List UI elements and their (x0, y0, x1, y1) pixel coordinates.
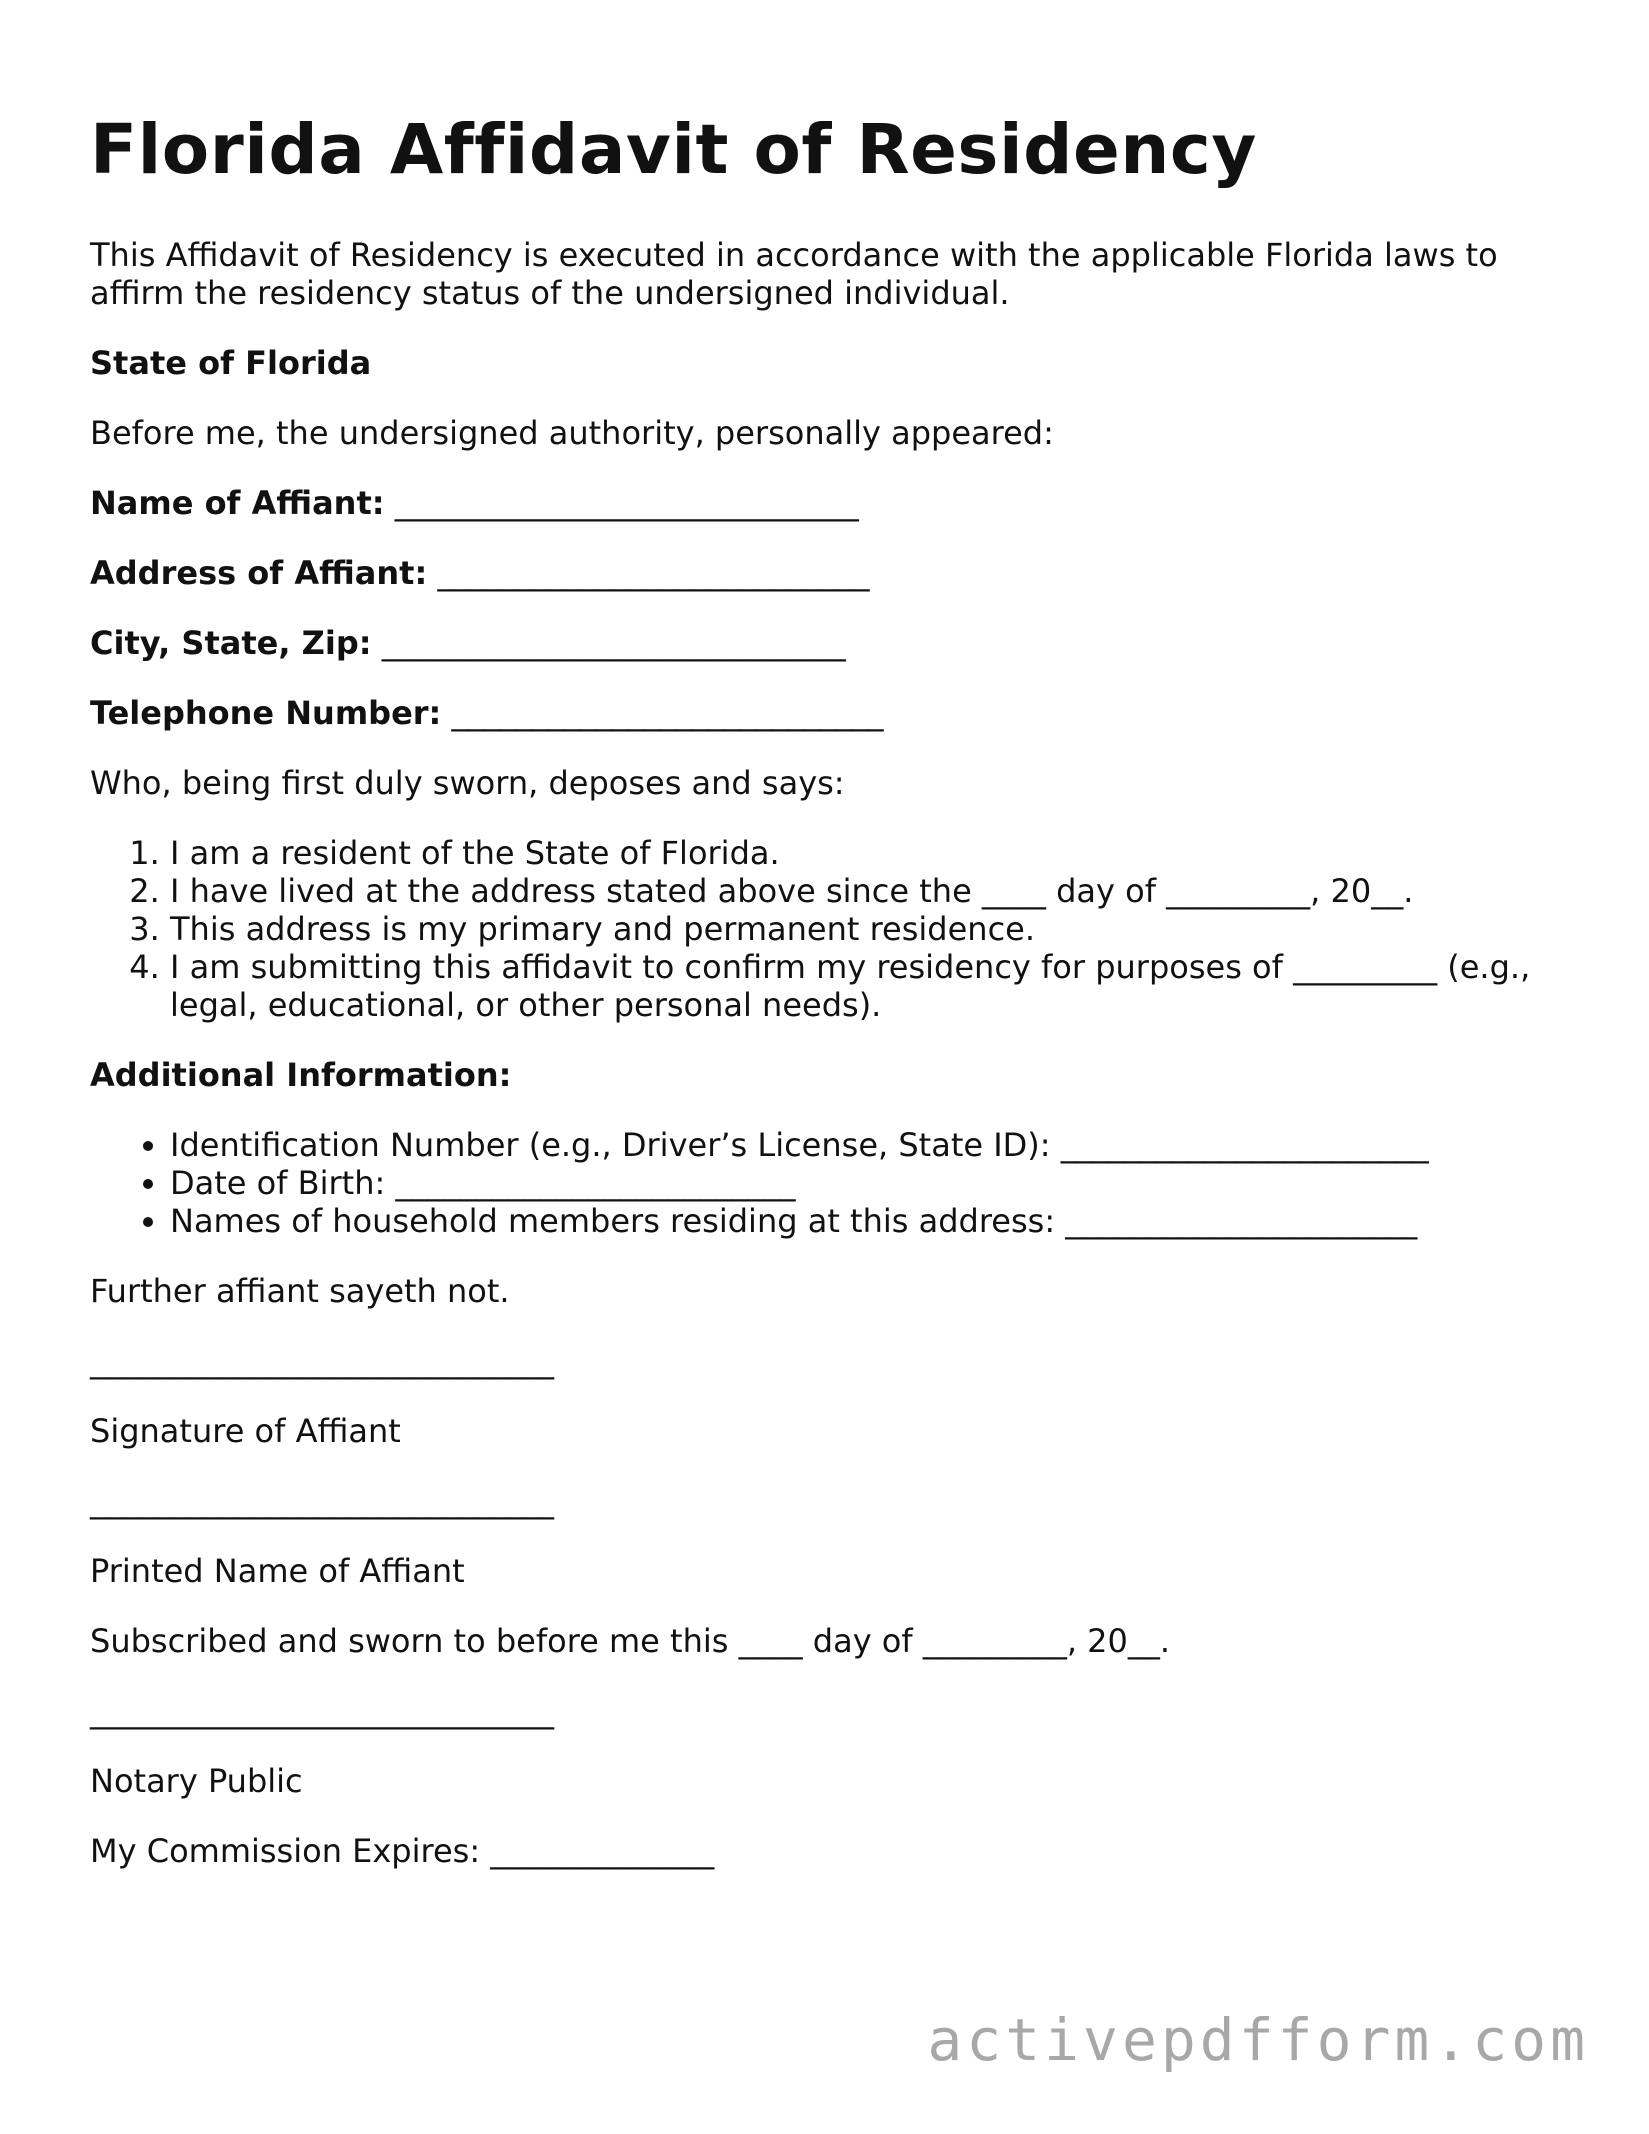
address-blank[interactable]: ___________________________ (437, 554, 870, 592)
statements-list (90, 834, 1570, 1024)
address-label: Address of Affiant: (90, 554, 428, 592)
signature-line[interactable]: _____________________________ (90, 1342, 554, 1380)
additional-heading: Additional Information: (90, 1056, 512, 1094)
name-label: Name of Affiant: (90, 484, 385, 522)
document-page (90, 108, 1570, 1902)
statement-item: 4. I am submitting this affidavit to confirm my residency for purposes of _________ (e.g., legal, educational, or other personal needs). (170, 948, 1570, 1024)
phone-label: Telephone Number: (90, 694, 442, 732)
statement-item: 3. This address is my primary and permanent residence. (170, 910, 1570, 948)
further-text: Further affiant sayeth not. (90, 1272, 510, 1310)
phone-field-row (90, 694, 1570, 732)
city-field-row (90, 624, 1570, 662)
notary-label: Notary Public (90, 1762, 303, 1800)
address-field-row (90, 554, 1570, 592)
additional-item: • Names of household members residing at this address: ______________________ (170, 1202, 1570, 1240)
additional-item: • Identification Number (e.g., Driver’s License, State ID): _______________________ (170, 1126, 1570, 1164)
sworn-text: Who, being first duly sworn, deposes and says: (90, 764, 845, 802)
phone-blank[interactable]: ___________________________ (451, 694, 884, 732)
notary-line[interactable]: _____________________________ (90, 1692, 554, 1730)
appeared-text: Before me, the undersigned authority, personally appeared: (90, 414, 1054, 452)
statement-item: 1. I am a resident of the State of Florida. (170, 834, 1570, 872)
name-field-row (90, 484, 1570, 522)
city-blank[interactable]: _____________________________ (381, 624, 846, 662)
city-label: City, State, Zip: (90, 624, 372, 662)
state-heading: State of Florida (90, 344, 372, 382)
additional-item: • Date of Birth: _________________________ (170, 1164, 1570, 1202)
name-blank[interactable]: _____________________________ (394, 484, 859, 522)
commission-text: My Commission Expires: ______________ (90, 1832, 715, 1870)
subscribed-text: Subscribed and sworn to before me this ____ day of _________, 20__. (90, 1622, 1171, 1660)
statement-item: 2. I have lived at the address stated above since the ____ day of _________, 20__. (170, 872, 1570, 910)
printed-name-label: Printed Name of Affiant (90, 1552, 465, 1590)
additional-list (90, 1126, 1570, 1240)
watermark: activepdfform.com (927, 2006, 1589, 2074)
signature-label: Signature of Affiant (90, 1412, 401, 1450)
document-title: Florida Affidavit of Residency (90, 110, 1257, 190)
printed-name-line[interactable]: _____________________________ (90, 1482, 554, 1520)
intro-paragraph: This Affidavit of Residency is executed in accordance with the applicable Florida laws to affirm the residency status of the undersigned individual. (90, 236, 1498, 312)
